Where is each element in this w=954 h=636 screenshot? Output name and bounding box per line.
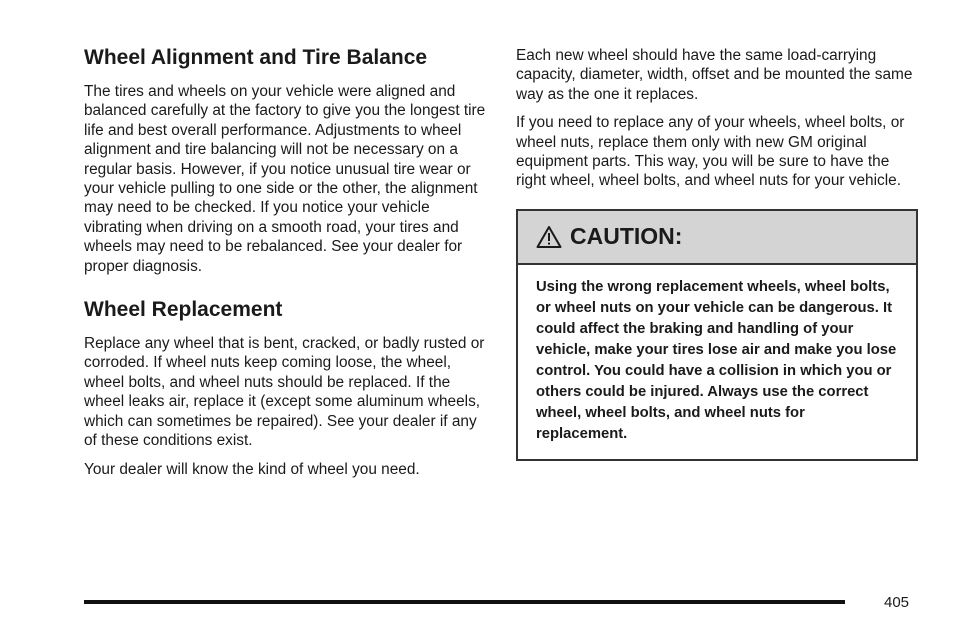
wheel-specs-paragraph: Each new wheel should have the same load-carrying capacity, diameter, width, offset and be mounted the same way as the one it replaces. (516, 47, 913, 103)
right-column (516, 46, 918, 461)
section-heading-alignment: Wheel Alignment and Tire Balance (84, 46, 428, 69)
caution-header (518, 211, 916, 265)
page-number: 405 (884, 594, 910, 611)
replacement-paragraph: Replace any wheel that is bent, cracked, or badly rusted or corroded. If wheel nuts keep coming loose, the wheel, wheel bolts, and wheel nuts should be replaced. If the wheel leaks air, replace it (except some aluminum wheels, which can sometimes be repaired). See your dealer if any of these conditions exist. (84, 335, 485, 450)
left-column (84, 44, 490, 488)
dealer-paragraph: Your dealer will know the kind of wheel you need. (84, 460, 420, 478)
replacement-parts-paragraph: If you need to replace any of your wheels, wheel bolts, or wheel nuts, replace them only with new GM original equipment parts. This way, you will be sure to have the right wheel, wheel bolts, and wheel nuts for your vehicle. (516, 114, 905, 190)
caution-text: Using the wrong replacement wheels, wheel bolts, or wheel nuts on your vehicle can be dangerous. It could affect the braking and handling of your vehicle, make your tires lose air and make you lose control. You could have a collision in which you or others could be injured. Always use the correct wheel, wheel bolts, and wheel nuts for replacement. (536, 278, 897, 442)
caution-title: CAUTION: (570, 223, 683, 250)
section-heading-replacement: Wheel Replacement (84, 298, 283, 322)
caution-box (516, 209, 918, 461)
footer-rule (84, 600, 845, 604)
warning-triangle-icon (536, 225, 562, 249)
alignment-paragraph: The tires and wheels on your vehicle were aligned and balanced carefully at the factory to give you the longest tire life and best overall performance. Adjustments to wheel alignment and tire balancing will not be necessary on a regular basis. However, if you notice unusual tire wear or your vehicle pulling to one side or the other, the alignment may need to be checked. If you notice your vehicle vibrating when driving on a smooth road, your tires and wheels may need to be rebalanced. See your dealer for proper diagnosis. (84, 83, 486, 275)
